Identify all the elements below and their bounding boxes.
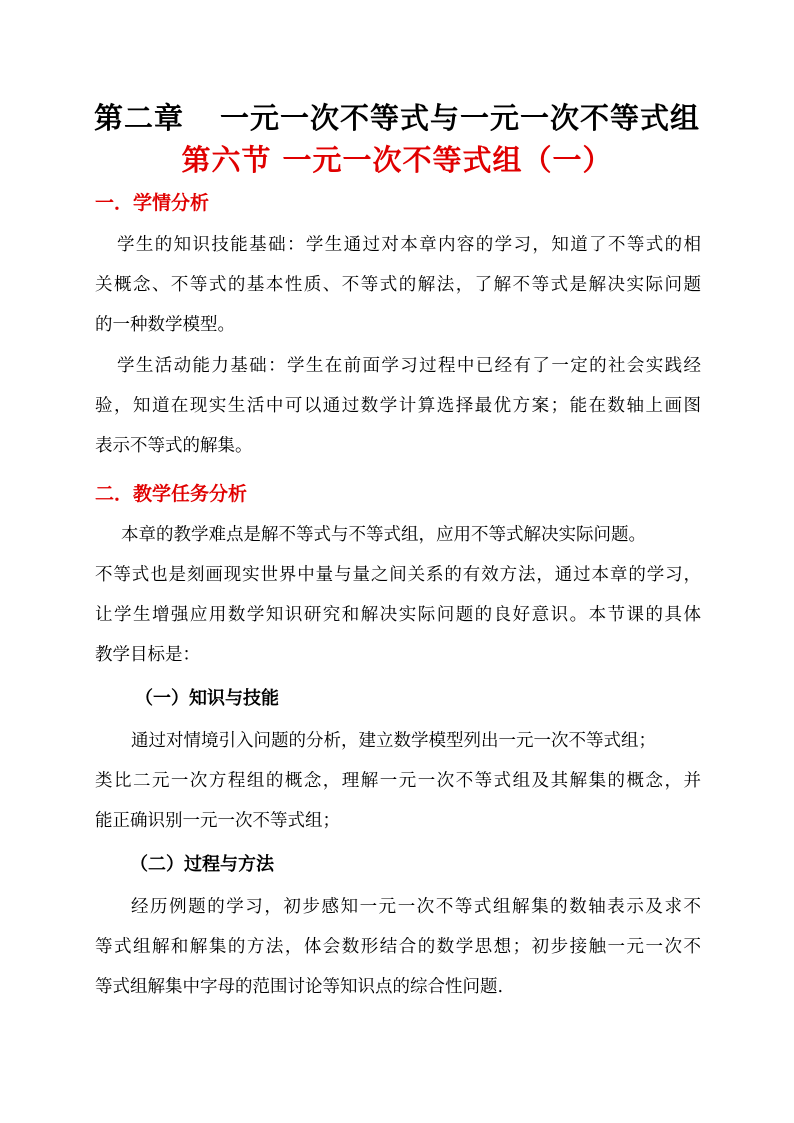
text-line: 的一种数学模型。 [95, 315, 235, 335]
paragraph-activity-base [95, 346, 701, 466]
paragraph-teaching-difficulty [95, 515, 701, 675]
text-line: 学生活动能力基础：学生在前面学习过程中已经有了一定的社会实践经 [117, 356, 701, 376]
text-line: 等式组解集中字母的范围讨论等知识点的综合性问题. [95, 977, 504, 997]
chapter-title [0, 96, 794, 137]
paragraph-process-method [95, 887, 701, 1007]
chapter-number: 第二章 [93, 101, 184, 135]
text-line: 表示不等式的解集。 [95, 436, 253, 456]
text-line: 等式组解和解集的方法，体会数形结合的数学思想；初步接触一元一次不 [95, 937, 701, 957]
section-title: 第六节 一元一次不等式组（一） [181, 143, 613, 177]
text-line: 教学目标是： [95, 645, 200, 665]
text-line: 学生的知识技能基础：学生通过对本章内容的学习，知道了不等式的相 [117, 235, 701, 255]
text-line: 本章的教学难点是解不等式与不等式组，应用不等式解决实际问题。 [121, 525, 646, 545]
heading-learning-analysis: 一．学情分析 [95, 192, 210, 214]
subheading-knowledge-skills: （一）知识与技能 [135, 688, 279, 709]
heading-task-analysis: 二．教学任务分析 [95, 483, 248, 505]
text-line: 通过对情境引入问题的分析，建立数学模型列出一元一次不等式组； [131, 731, 656, 751]
subheading-process-method: （二）过程与方法 [130, 854, 274, 875]
paragraph-knowledge-skills [95, 721, 701, 841]
text-line: 验，知道在现实生活中可以通过数学计算选择最优方案；能在数轴上画图 [95, 396, 701, 416]
text-line: 经历例题的学习，初步感知一元一次不等式组解集的数轴表示及求不 [131, 897, 701, 917]
text-line: 关概念、不等式的基本性质、不等式的解法，了解不等式是解决实际问题 [95, 275, 701, 295]
text-line: 不等式也是刻画现实世界中量与量之间关系的有效方法，通过本章的学习， [95, 565, 701, 585]
paragraph-knowledge-base [95, 225, 701, 345]
text-line: 让学生增强应用数学知识研究和解决实际问题的良好意识。本节课的具体 [95, 605, 701, 625]
chapter-name: 一元一次不等式与一元一次不等式组 [220, 101, 701, 135]
text-line: 类比二元一次方程组的概念，理解一元一次不等式组及其解集的概念，并 [95, 771, 701, 791]
text-line: 能正确识别一元一次不等式组； [95, 811, 340, 831]
